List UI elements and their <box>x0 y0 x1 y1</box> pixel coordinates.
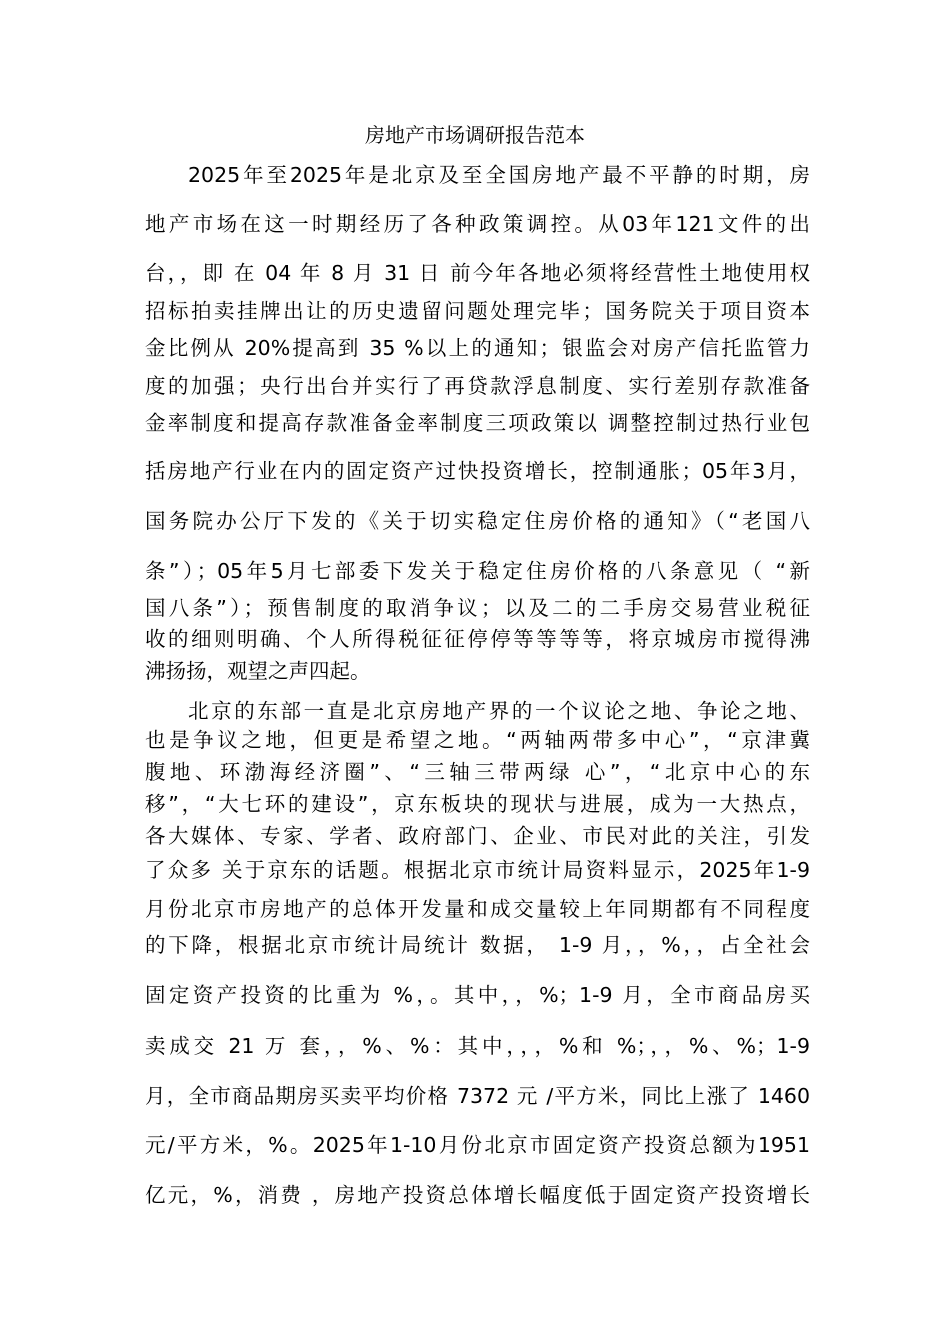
paragraph-1-line-2: 地产市场在这一时期经历了各种政策调控。从03年121文件的出 <box>145 212 810 236</box>
paragraph-2-line-2: 也是争议之地，但更是希望之地。“两轴两带多中心”，“京津冀 <box>145 728 810 752</box>
paragraph-1-line-4: 招标拍卖挂牌出让的历史遗留问题处理完毕；国务院关于项目资本 <box>145 299 810 323</box>
paragraph-2-line-8: 的下降，根据北京市统计局统计 数据， 1-9 月，，%，，占全社会 <box>145 933 810 957</box>
page-title: 房地产市场调研报告范本 <box>365 123 585 147</box>
paragraph-1-line-10: 条”）；05年5月七部委下发关于稳定住房价格的八条意见（ “新 <box>145 559 810 583</box>
paragraph-2-line-6: 了众多 关于京东的话题。根据北京市统计局资料显示，2025年1-9 <box>145 858 810 882</box>
paragraph-1-line-3: 台，，即 在 04 年 8 月 31 日 前今年各地必须将经营性土地使用权 <box>145 261 810 285</box>
paragraph-1-line-13: 沸扬扬，观望之声四起。 <box>145 659 371 683</box>
paragraph-1-line-5: 金比例从 20%提高到 35 %以上的通知；银监会对房产信托监管力 <box>145 336 810 360</box>
paragraph-2-line-3: 腹地、环渤海经济圈”、“三轴三带两绿 心”，“北京中心的东 <box>145 760 810 784</box>
paragraph-2-line-11: 月，全市商品期房买卖平均价格 7372 元 /平方米，同比上涨了 1460 <box>145 1084 810 1108</box>
paragraph-2-line-4: 移”，“大七环的建设”，京东板块的现状与进展，成为一大热点， <box>145 792 810 816</box>
paragraph-2-line-9: 固定资产投资的比重为 %，。其中，，%；1-9 月，全市商品房买 <box>145 983 810 1007</box>
paragraph-1-line-12: 收的细则明确、个人所得税征征停停等等等等，将京城房市搅得沸 <box>145 627 810 651</box>
paragraph-1-line-1: 2025年至2025年是北京及至全国房地产最不平静的时期，房 <box>188 163 810 187</box>
paragraph-2-line-13: 亿元，%，消费 ，房地产投资总体增长幅度低于固定资产投资增长 <box>145 1183 810 1207</box>
paragraph-2-line-7: 月份北京市房地产的总体开发量和成交量较上年同期都有不同程度 <box>145 897 810 921</box>
paragraph-1-line-7: 金率制度和提高存款准备金率制度三项政策以 调整控制过热行业包 <box>145 411 810 435</box>
paragraph-2-line-10: 卖成交 21 万 套，，%、%：其中，，，%和 %；，，%、%；1-9 <box>145 1034 810 1058</box>
paragraph-2-line-1: 北京的东部一直是北京房地产界的一个议论之地、争论之地、 <box>188 699 810 723</box>
paragraph-2-line-12: 元/平方米，%。2025年1-10月份北京市固定资产投资总额为1951 <box>145 1133 810 1157</box>
paragraph-1-line-11: 国八条”）；预售制度的取消争议；以及二的二手房交易营业税征 <box>145 596 810 620</box>
paragraph-1-line-6: 度的加强；央行出台并实行了再贷款浮息制度、实行差别存款准备 <box>145 374 810 398</box>
paragraph-1-line-8: 括房地产行业在内的固定资产过快投资增长，控制通胀；05年3月， <box>145 459 810 483</box>
paragraph-1-line-9: 国务院办公厅下发的《关于切实稳定住房价格的通知》（“老国八 <box>145 509 810 533</box>
paragraph-2-line-5: 各大媒体、专家、学者、政府部门、企业、市民对此的关注，引发 <box>145 824 810 848</box>
